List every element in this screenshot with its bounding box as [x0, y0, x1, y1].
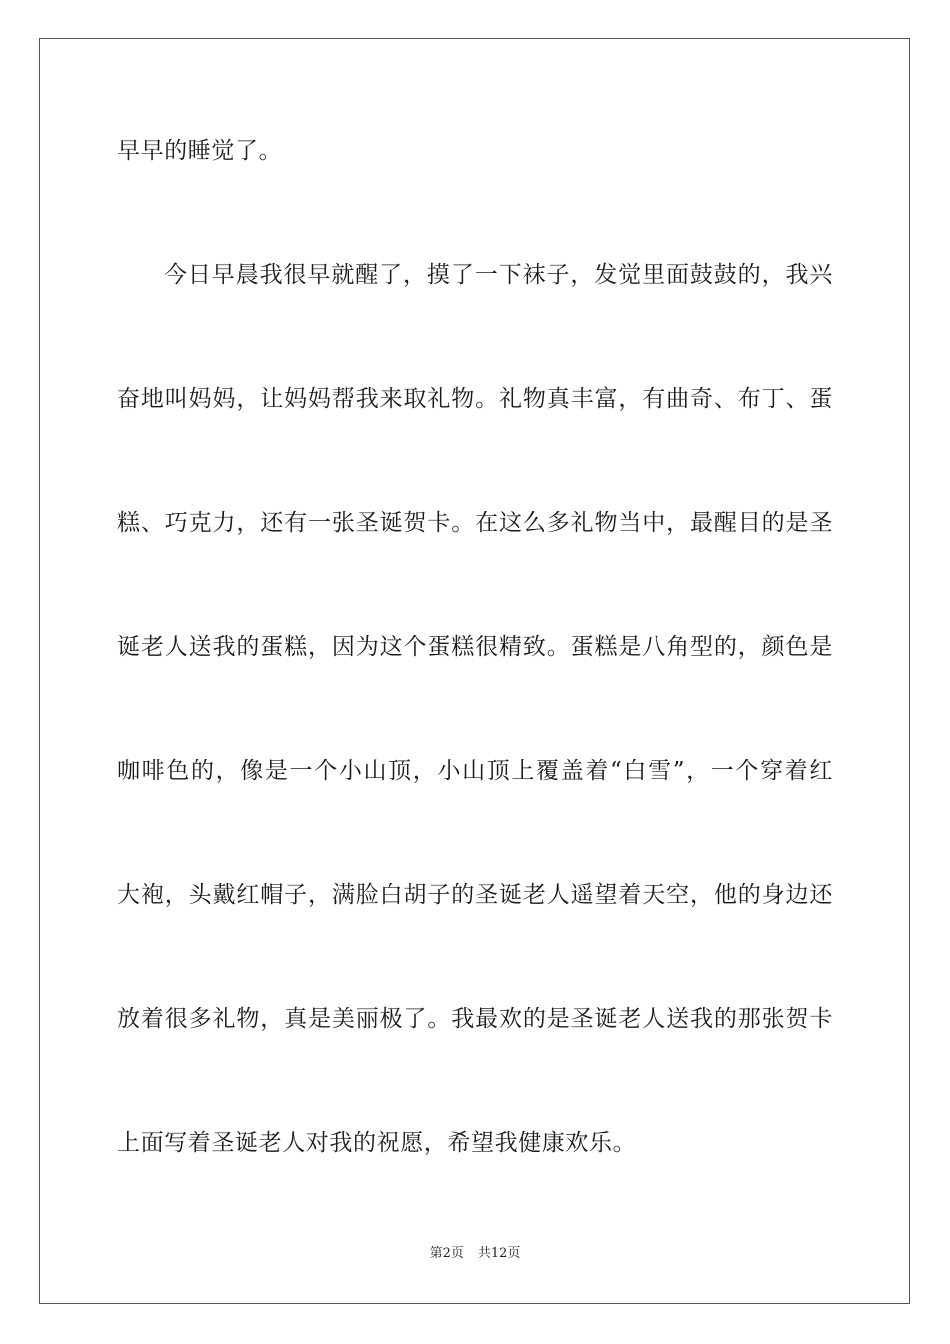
- page-border: [39, 38, 910, 1304]
- page-number: 第2页: [429, 1246, 464, 1261]
- text-line-1: 早早的睡觉了。: [117, 138, 283, 164]
- page-total: 共12页: [477, 1246, 521, 1261]
- text-line-8: 放着很多礼物，真是美丽极了。我最欢的是圣诞老人送我的那张贺卡: [117, 1006, 833, 1032]
- text-line-6: 咖啡色的，像是一个小山顶，小山顶上覆盖着“白雪”，一个穿着红: [117, 758, 833, 784]
- text-line-2: 今日早晨我很早就醒了，摸了一下袜子，发觉里面鼓鼓的，我兴: [164, 262, 833, 288]
- text-line-4: 糕、巧克力，还有一张圣诞贺卡。在这么多礼物当中，最醒目的是圣: [117, 510, 833, 536]
- text-line-5: 诞老人送我的蛋糕，因为这个蛋糕很精致。蛋糕是八角型的，颜色是: [117, 634, 833, 660]
- text-line-9: 上面写着圣诞老人对我的祝愿，希望我健康欢乐。: [117, 1130, 637, 1156]
- text-line-3: 奋地叫妈妈，让妈妈帮我来取礼物。礼物真丰富，有曲奇、布丁、蛋: [117, 386, 833, 412]
- text-line-7: 大袍，头戴红帽子，满脸白胡子的圣诞老人遥望着天空，他的身边还: [117, 882, 833, 908]
- page-footer: [0, 1245, 950, 1263]
